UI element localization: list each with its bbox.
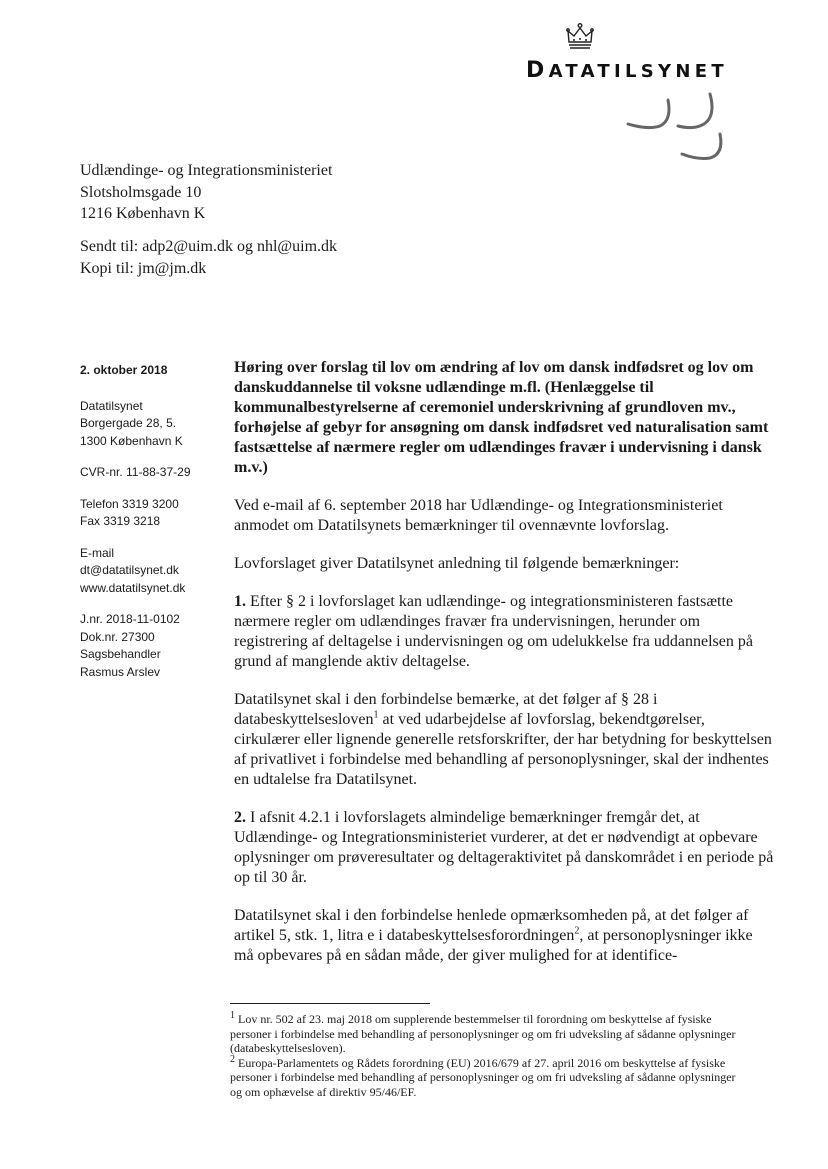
- phone-number: Telefon 3319 3200: [80, 496, 179, 511]
- paragraph: [234, 690, 774, 790]
- letter-subject: Høring over forslag til lov om ændring af lov om dansk indfødsret og lov om danskuddannelse til voksne udlændinge m.fl. (Henlæggelse til kommunalbestyrelserne af ceremoniel underskrivning af grundloven mv., forhøjelse af gebyr for ansøgning om dansk indfødsret ved naturalisation samt fastsættelse af nærmere regler om udlændinges fravær i undervisning i dansk m.v.): [234, 359, 769, 476]
- footnote-ref: 1: [373, 709, 379, 721]
- footnote-ref: 2: [574, 925, 580, 937]
- paragraph-text: Datatilsynet skal i den forbindelse bemærke, at det følger af § 28 i databeskyttelsesloven: [234, 691, 658, 728]
- paragraph-text: , at personoplysninger ikke må opbevares på en sådan måde, der giver mulighed for at identifice-: [234, 927, 753, 964]
- letter-body: [234, 358, 774, 966]
- fax-number: Fax 3319 3218: [80, 514, 161, 528]
- paragraph: [234, 906, 774, 966]
- cvr-number: CVR-nr. 11-88-37-29: [80, 465, 191, 479]
- footnote-text: Lov nr. 502 af 23. maj 2018 om supplerende bestemmelser til forordning om beskyttelse af fysiske personer i forbindelse med behandling af personoplysninger og om fri udveksling af sådanne oplysninger (databeskyttelsesloven).: [230, 1012, 736, 1055]
- footnote-text: Europa-Parlamentets og Rådets forordning (EU) 2016/679 af 27. april 2016 om beskyttelse af fysiske personer i forbindelse med behandling af personoplysninger og om fri udveksling af sådanne oplysninger og om ophævelse af direktiv 95/46/EF.: [230, 1055, 736, 1099]
- address-line: 1216 København K: [80, 205, 206, 222]
- letter-date: 2. oktober 2018: [80, 363, 168, 377]
- footnotes: [230, 1012, 750, 1099]
- handwritten-mark: [620, 90, 730, 170]
- case-handler-name: Rasmus Arslev: [80, 664, 161, 679]
- recipient-address: [80, 160, 332, 225]
- paragraph-2: [234, 808, 774, 888]
- brand-end: LSYNET: [625, 61, 728, 82]
- email-label: E-mail: [80, 545, 115, 560]
- paragraph-number: 2.: [234, 809, 246, 826]
- copy-to: Kopi til: jm@jm.dk: [80, 259, 207, 277]
- email-address: dt@datatilsynet.dk: [80, 563, 179, 577]
- recipients-block: [80, 236, 337, 279]
- paragraph: Ved e-mail af 6. september 2018 har Udlændinge- og Integrationsministeriet anmodet om Datatilsynets bemærkninger til ovennævnte lovforslag.: [234, 497, 723, 534]
- footnote-number: 2: [230, 1053, 235, 1065]
- brand-wordmark: [526, 58, 728, 83]
- paragraph-text: I afsnit 4.2.1 i lovforslagets almindelige bemærkninger fremgår det, at Udlændinge- og Integrationsministeriet vurderer, at det er nødvendigt at opbevare oplysninger om prøveresultater og deltageraktivitet på danskområdet i en periode på op til 30 år.: [234, 809, 774, 886]
- crown-logo-icon: [565, 22, 595, 52]
- footnote-2: [230, 1053, 750, 1100]
- address-line: Udlændinge- og Integrationsministeriet: [80, 162, 333, 179]
- paragraph: Lovforslaget giver Datatilsynet anledning til følgende bemærkninger:: [234, 555, 680, 572]
- paragraph-text: Efter § 2 i lovforslaget kan udlændinge- og integrationsministeren fastsætte nærmere regler om udlændinges fravær fra undervisningen, herunder om registrering af deltagelse i undervisningen og om udelukkelse fra uddannelsen på grund af manglende aktiv deltagelse.: [234, 593, 753, 670]
- sender-street: Borgergade 28, 5.: [80, 416, 177, 430]
- footnote-1: [230, 1012, 750, 1056]
- address-line: Slotsholmsgade 10: [80, 183, 202, 201]
- paragraph-1: [234, 592, 774, 672]
- footnote-number: 1: [230, 1010, 235, 1021]
- sent-to: Sendt til: adp2@uim.dk og nhl@uim.dk: [80, 238, 338, 255]
- sender-city: 1300 København K: [80, 433, 183, 448]
- brand-initial: D: [526, 58, 549, 83]
- paragraph-number: 1.: [234, 593, 246, 610]
- sender-sidebar: [80, 362, 225, 681]
- website: www.datatilsynet.dk: [80, 580, 186, 595]
- document-number: Dok.nr. 27300: [80, 629, 155, 644]
- sender-org: Datatilsynet: [80, 398, 143, 413]
- paragraph-text: at ved udarbejdelse af lovforslag, bekendtgørelser, cirkulærer eller lignende generelle retsforskrifter, der har betydning for beskyttelsen af privatlivet i forbindelse med behandling af personoplysninger, skal der indhentes en udtalelse fra Datatilsynet.: [234, 711, 772, 788]
- brand-rest: ATATI: [548, 61, 625, 82]
- case-handler-label: Sagsbehandler: [80, 647, 161, 661]
- paragraph-text: Datatilsynet skal i den forbindelse henlede opmærksomheden på, at det følger af artikel 5, stk. 1, litra e i databeskyttelsesforordningen: [234, 907, 749, 944]
- footnote-divider: [230, 1003, 430, 1004]
- journal-number: J.nr. 2018-11-0102: [80, 612, 180, 626]
